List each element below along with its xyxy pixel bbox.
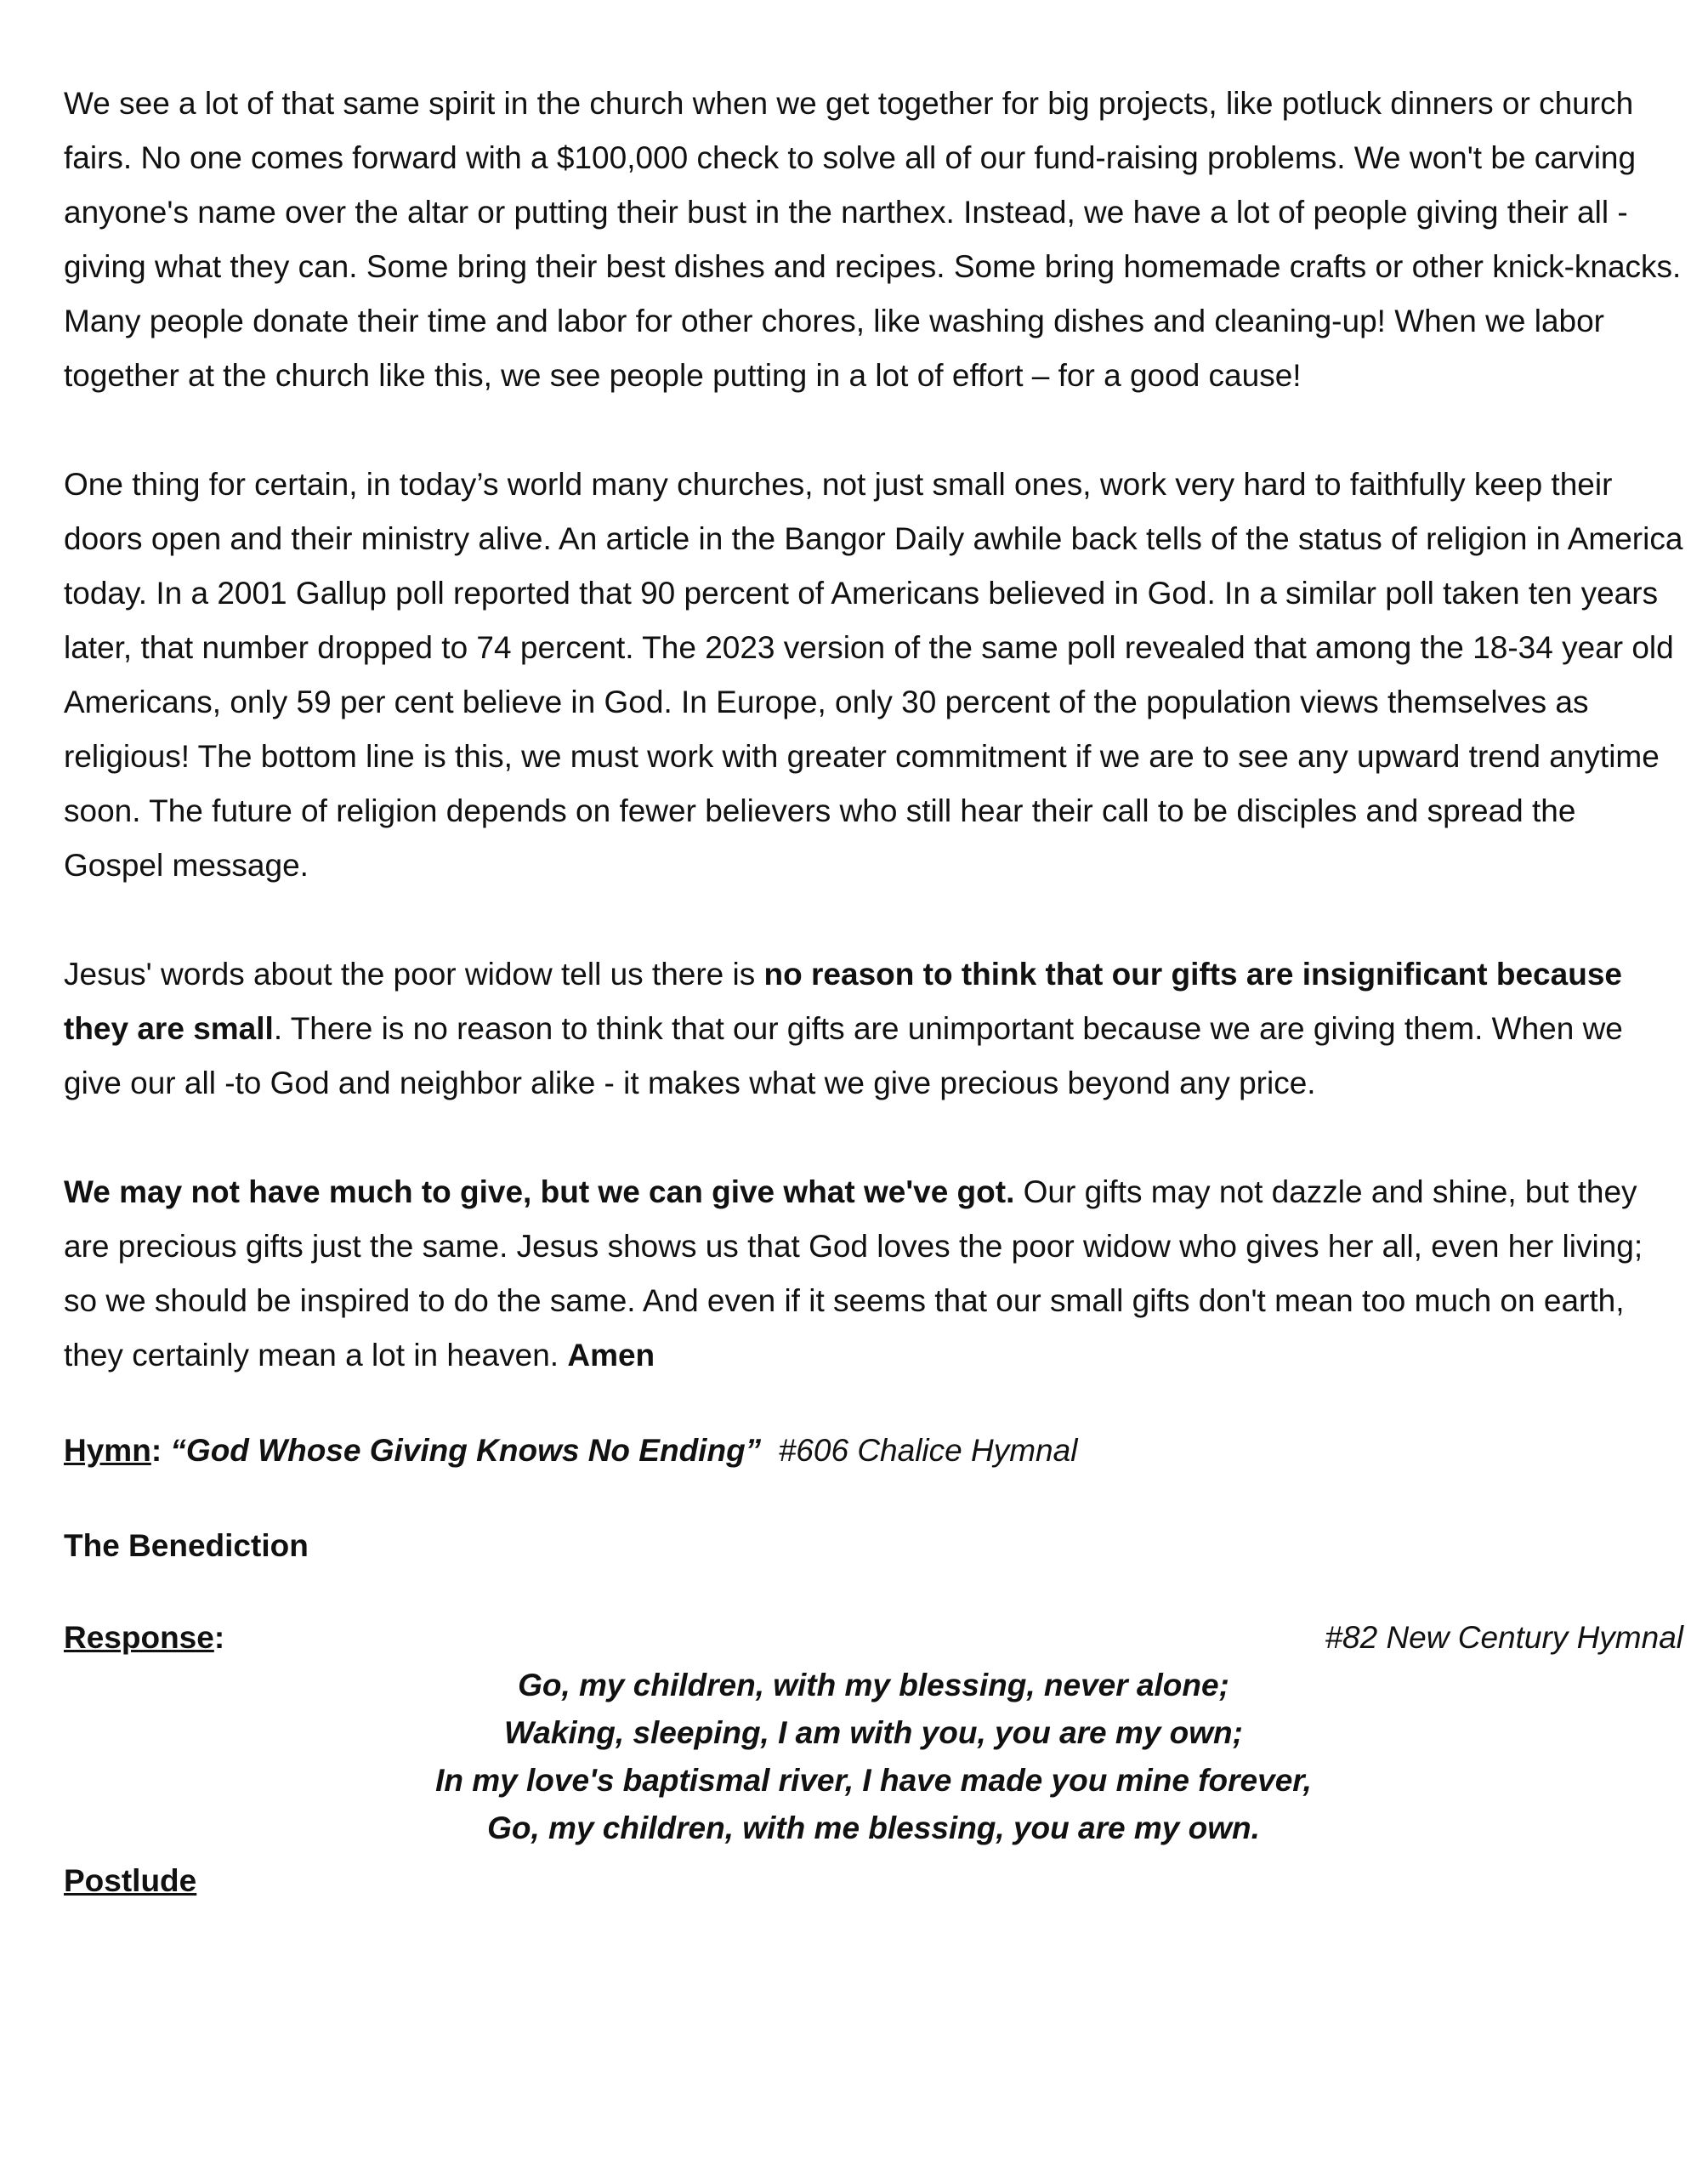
response-label: Response <box>64 1620 214 1655</box>
response-row <box>64 1614 1683 1662</box>
lyric-line: Waking, sleeping, I am with you, you are my own; <box>504 1715 1243 1750</box>
response-heading <box>64 1620 224 1655</box>
response-colon: : <box>213 1620 225 1655</box>
hymn-colon: : <box>150 1433 171 1468</box>
hymn-line <box>64 1424 1683 1478</box>
lyric-line: Go, my children, with me blessing, you are my own. <box>487 1810 1260 1845</box>
paragraph-poor-widow-emphasis: no reason to think that our gifts are insignificant because they are small <box>64 957 1622 1046</box>
paragraph-give-what-we-got <box>64 1165 1683 1383</box>
hymn-label: Hymn <box>64 1433 151 1468</box>
paragraph-poor-widow <box>64 947 1683 1111</box>
lyric-line: Go, my children, with my blessing, never alone; <box>518 1668 1229 1702</box>
response-lyrics <box>64 1662 1683 1852</box>
paragraph-religion-status: One thing for certain, in today’s world many churches, not just small ones, work very hard to faithfully keep their doors open and their ministry alive. An article in the Bangor Daily awhile back tells of the status of religion in America today. In a 2001 Gallup poll reported that 90 percent of Americans believed in God. In a similar poll taken ten years later, that number dropped to 74 percent. The 2023 version of the same poll revealed that among the 18-34 year old Americans, only 59 per cent believe in God. In Europe, only 30 percent of the population views themselves as religious! The bottom line is this, we must work with greater commitment if we are to see any upward trend anytime soon. The future of religion depends on fewer believers who still hear their call to be disciples and spread the Gospel message. <box>64 467 1683 883</box>
hymn-title: “God Whose Giving Knows No Ending” <box>170 1433 762 1468</box>
paragraph-give-emphasis: We may not have much to give, but we can give what we've got. <box>64 1174 1015 1209</box>
response-reference: #82 New Century Hymnal <box>1325 1620 1683 1655</box>
paragraph-church-spirit: We see a lot of that same spirit in the church when we get together for big projects, like potluck dinners or church fairs. No one comes forward with a $100,000 check to solve all of our fund-raising problems. We won't be carving anyone's name over the altar or putting their bust in the narthex. Instead, we have a lot of people giving their all - giving what they can. Some bring their best dishes and recipes. Some bring homemade crafts or other knick-knacks. Many people donate their time and labor for other chores, like washing dishes and cleaning-up! When we labor together at the church like this, we see people putting in a lot of effort – for a good cause! <box>64 86 1682 393</box>
paragraph-poor-widow-end: . There is no reason to think that our gifts are unimportant because we are giving them. When we give our all -to God and neighbor alike - it makes what we give precious beyond any price. <box>64 1011 1623 1100</box>
paragraph-give-body: Our gifts may not dazzle and shine, but they are precious gifts just the same. Jesus shows us that God loves the poor widow who gives her all, even her living; so we should be inspired to do the same. And even if it seems that our small gifts don't mean too much on earth, they certainly mean a lot in heaven. <box>64 1174 1643 1373</box>
hymn-reference: #606 Chalice Hymnal <box>761 1433 1078 1468</box>
lyric-line: In my love's baptismal river, I have made you mine forever, <box>435 1763 1312 1798</box>
paragraph-poor-widow-start: Jesus' words about the poor widow tell us there is <box>64 957 764 992</box>
amen-text: Amen <box>567 1338 655 1373</box>
postlude-heading: Postlude <box>64 1863 197 1898</box>
benediction-heading: The Benediction <box>64 1528 309 1563</box>
